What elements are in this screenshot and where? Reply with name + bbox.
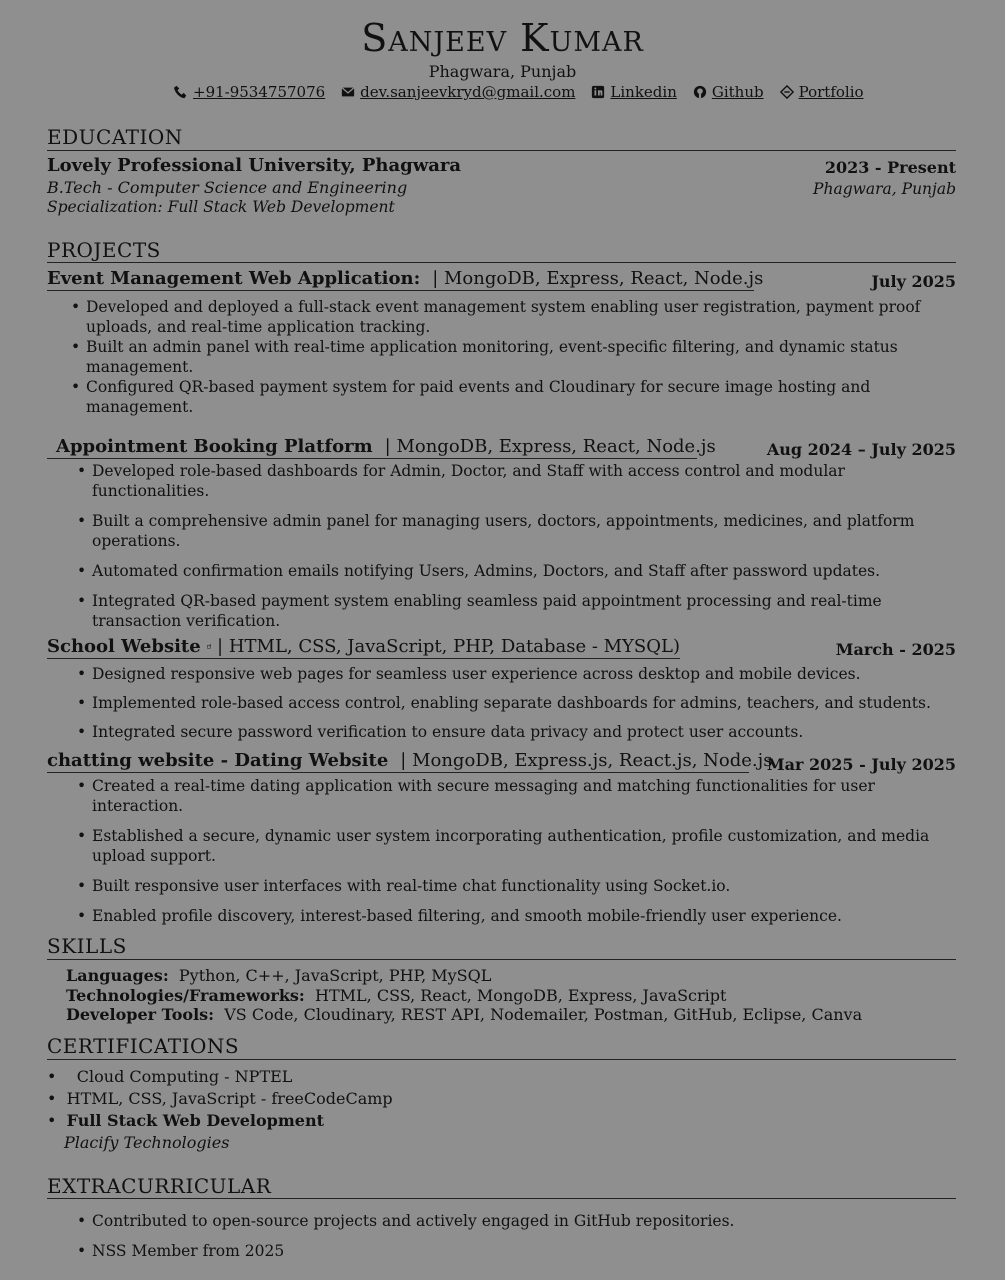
certification-name: Cloud Computing - NPTEL [76, 1067, 293, 1086]
portfolio-link[interactable]: Portfolio [798, 83, 864, 101]
certifications-heading: CERTIFICATIONS [47, 1034, 240, 1058]
github-icon [693, 85, 707, 99]
list-item: • Automated confirmation emails notifying Users, Admins, Doctors, and Staff after password updates. [92, 561, 922, 581]
section-divider [47, 959, 956, 960]
list-item: • Cloud Computing - NPTEL [47, 1067, 293, 1086]
project-date: Aug 2024 – July 2025 [766, 440, 956, 459]
skill-label: Technologies/Frameworks: [66, 985, 305, 1005]
list-item: • Integrated secure password verification to ensure data privacy and protect user accounts. [92, 722, 932, 742]
project-title-row [47, 268, 764, 291]
project-date: March - 2025 [835, 640, 956, 659]
contact-bar [174, 83, 864, 101]
section-divider [47, 262, 956, 263]
certification-name: HTML, CSS, JavaScript - freeCodeCamp [66, 1089, 393, 1108]
skill-row-tools [66, 1005, 862, 1025]
candidate-location: Phagwara, Punjab [428, 62, 577, 81]
list-item: • Enabled profile discovery, interest-based filtering, and smooth mobile-friendly user experience. [92, 906, 932, 926]
education-heading: EDUCATION [47, 125, 183, 149]
certifications-list [47, 1066, 393, 1154]
project-tech-stack: | MongoDB, Express, React, Node.js [384, 436, 716, 457]
phone-link[interactable]: +91-9534757076 [193, 83, 326, 101]
contact-portfolio[interactable] [780, 83, 864, 101]
project-tech-stack: | MongoDB, Express.js, React.js, Node.js [400, 750, 773, 771]
skills-heading: SKILLS [47, 934, 127, 958]
envelope-icon [341, 85, 355, 99]
list-item: • Implemented role-based access control, enabling separate dashboards for admins, teachers, and students. [92, 693, 932, 713]
skill-value: VS Code, Cloudinary, REST API, Nodemailer, Postman, GitHub, Eclipse, Canva [224, 1005, 863, 1024]
linkedin-icon [591, 85, 605, 99]
project-title[interactable]: Appointment Booking Platform [56, 436, 373, 457]
certification-name: Full Stack Web Development [66, 1111, 324, 1130]
project-title-row [47, 636, 680, 659]
candidate-name: Sanjeev Kumar [361, 16, 644, 60]
skill-row-languages [66, 966, 862, 986]
github-link[interactable]: Github [711, 83, 764, 101]
project-bullets [92, 776, 932, 926]
school-name: Lovely Professional University, Phagwara [47, 155, 462, 176]
project-title[interactable]: School Website [47, 636, 201, 657]
project-title-row [47, 750, 773, 773]
section-divider [47, 1198, 956, 1199]
list-item: • Contributed to open-source projects and actively engaged in GitHub repositories. [92, 1211, 932, 1231]
skill-value: Python, C++, JavaScript, PHP, MySQL [178, 966, 492, 985]
skill-label: Languages: [66, 966, 169, 985]
extracurricular-heading: EXTRACURRICULAR [47, 1174, 272, 1198]
list-item: • Created a real-time dating application with secure messaging and matching functionalities for user interaction. [92, 776, 932, 816]
list-item: • Built an admin panel with real-time application monitoring, event-specific filtering, and dynamic status management. [86, 337, 926, 377]
skill-value: HTML, CSS, React, MongoDB, Express, JavaScript [315, 985, 727, 1005]
education-dates: 2023 - Present [824, 158, 956, 177]
projects-heading: PROJECTS [47, 238, 161, 262]
contact-email[interactable] [341, 83, 575, 101]
email-link[interactable]: dev.sanjeevkryd@gmail.com [360, 83, 576, 101]
project-title[interactable]: Event Management Web Application: [47, 268, 421, 289]
list-item: • Full Stack Web Development [47, 1111, 324, 1130]
project-title[interactable]: chatting website - Dating Website [47, 750, 389, 771]
list-item: • Configured QR-based payment system for paid events and Cloudinary for secure image hosting and management. [86, 377, 926, 417]
specialization: Specialization: Full Stack Web Development [47, 198, 395, 216]
contact-phone[interactable] [174, 83, 325, 101]
project-bullets [92, 664, 932, 742]
external-link-icon[interactable] [207, 639, 211, 654]
list-item: • Established a secure, dynamic user system incorporating authentication, profile customization, and media upload support. [92, 826, 932, 866]
list-item: • Developed and deployed a full-stack event management system enabling user registration, payment proof uploads, and real-time application tracking. [86, 297, 926, 337]
list-item: • NSS Member from 2025 [92, 1241, 932, 1261]
education-location: Phagwara, Punjab [813, 180, 956, 198]
portfolio-icon [780, 85, 794, 99]
list-item: • Built responsive user interfaces with real-time chat functionality using Socket.io. [92, 876, 932, 896]
list-item: • Designed responsive web pages for seamless user experience across desktop and mobile devices. [92, 664, 932, 684]
skill-row-technologies [66, 986, 862, 1006]
certification-issuer: Placify Technologies [64, 1133, 230, 1152]
list-item: • Integrated QR-based payment system enabling seamless paid appointment processing and real-time transaction verification. [92, 591, 922, 631]
extracurricular-list [92, 1211, 932, 1261]
degree: B.Tech - Computer Science and Engineering [47, 178, 408, 197]
project-date: Mar 2025 - July 2025 [766, 755, 956, 774]
contact-linkedin[interactable] [591, 83, 676, 101]
project-date: July 2025 [871, 272, 956, 291]
project-tech-stack: | MongoDB, Express, React, Node.js [432, 268, 764, 289]
contact-github[interactable] [693, 83, 764, 101]
section-divider [47, 150, 956, 151]
project-bullets [92, 461, 922, 631]
project-tech-stack: | HTML, CSS, JavaScript, PHP, Database - MYSQL) [217, 636, 680, 657]
skill-label: Developer Tools: [66, 1005, 215, 1024]
project-title-row [47, 436, 716, 459]
list-item: • HTML, CSS, JavaScript - freeCodeCamp [47, 1089, 393, 1108]
linkedin-link[interactable]: Linkedin [610, 83, 677, 101]
phone-icon [174, 85, 188, 99]
skills-list [66, 966, 862, 1025]
list-item: • Developed role-based dashboards for Admin, Doctor, and Staff with access control and modular functionalities. [92, 461, 922, 501]
project-bullets [86, 297, 926, 417]
list-item: • Built a comprehensive admin panel for managing users, doctors, appointments, medicines, and platform operations. [92, 511, 922, 551]
section-divider [47, 1059, 956, 1060]
